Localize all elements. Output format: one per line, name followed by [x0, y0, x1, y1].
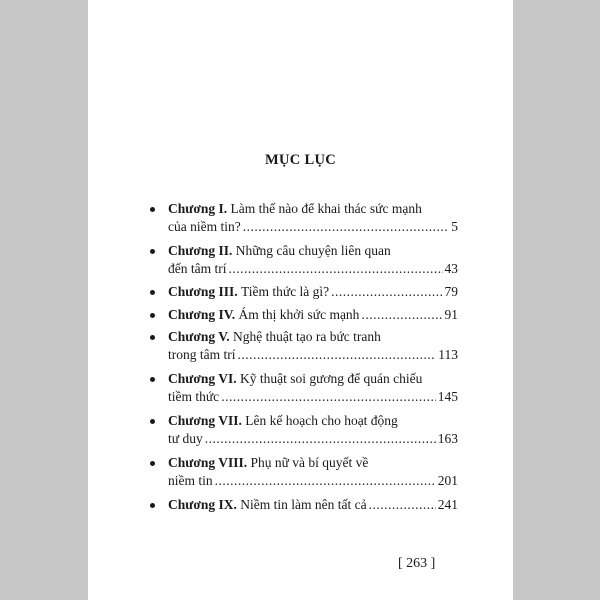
bullet-icon	[150, 503, 155, 508]
toc-entry-6[interactable]	[158, 370, 458, 406]
dot-leader	[361, 306, 442, 324]
page-ref: 163	[437, 431, 458, 446]
bullet-icon	[150, 335, 155, 340]
page-ref: 241	[437, 497, 458, 512]
chapter-label: Chương VII.	[168, 413, 242, 428]
page-ref: 145	[437, 389, 458, 404]
book-page	[88, 0, 513, 600]
page-ref: 43	[444, 261, 458, 276]
toc-entry-2[interactable]	[158, 242, 458, 278]
dot-leader	[215, 472, 436, 490]
dot-leader	[331, 283, 442, 301]
dot-leader	[243, 218, 450, 236]
bullet-icon	[150, 419, 155, 424]
chapter-title-line2: tiềm thức	[168, 389, 220, 404]
chapter-title-line1: Nghệ thuật tạo ra bức tranh	[232, 329, 381, 344]
page-ref: 113	[438, 347, 458, 362]
dot-leader	[369, 496, 436, 514]
chapter-title-line1: Niềm tin làm nên tất cả	[240, 497, 367, 512]
bullet-icon	[150, 207, 155, 212]
chapter-title-line2: niềm tin	[168, 473, 213, 488]
chapter-label: Chương VI.	[168, 371, 237, 386]
dot-leader	[228, 260, 442, 278]
chapter-title-line1: Làm thế nào để khai thác sức mạnh	[230, 201, 422, 216]
chapter-title-line1: Ám thị khởi sức mạnh	[238, 307, 360, 322]
chapter-title-line1: Kỹ thuật soi gương để quán chiếu	[239, 371, 423, 386]
toc-entry-1[interactable]	[158, 200, 458, 236]
page-ref: 5	[451, 219, 458, 234]
chapter-label: Chương VIII.	[168, 455, 248, 470]
bullet-icon	[150, 249, 155, 254]
chapter-label: Chương V.	[168, 329, 230, 344]
bullet-icon	[150, 313, 155, 318]
dot-leader	[205, 430, 436, 448]
chapter-label: Chương II.	[168, 243, 233, 258]
toc-entry-8[interactable]	[158, 454, 458, 490]
chapter-title-line2: đến tâm trí	[168, 261, 227, 276]
chapter-title-line1: Những câu chuyện liên quan	[235, 243, 391, 258]
chapter-label: Chương IX.	[168, 497, 237, 512]
bullet-icon	[150, 461, 155, 466]
bullet-icon	[150, 377, 155, 382]
dot-leader	[238, 346, 437, 364]
chapter-title-line2: trong tâm trí	[168, 347, 236, 362]
chapter-title-line1: Phụ nữ và bí quyết về	[250, 455, 369, 470]
toc-entry-7[interactable]	[158, 412, 458, 448]
toc-entry-3[interactable]	[158, 283, 458, 301]
page-ref: 201	[437, 473, 458, 488]
chapter-title-line1: Lên kế hoạch cho hoạt động	[245, 413, 398, 428]
chapter-title-line2: của niềm tin?	[168, 219, 241, 234]
toc-entry-5[interactable]	[158, 328, 458, 364]
page-title: MỤC LỤC	[265, 152, 336, 168]
bullet-icon	[150, 290, 155, 295]
page-number: [ 263 ]	[398, 556, 436, 571]
chapter-label: Chương I.	[168, 201, 228, 216]
page-ref: 79	[444, 284, 458, 299]
page-ref: 91	[444, 307, 458, 322]
chapter-label: Chương IV.	[168, 307, 236, 322]
chapter-title-line1: Tiềm thức là gì?	[240, 284, 330, 299]
toc-entry-4[interactable]	[158, 306, 458, 324]
dot-leader	[221, 388, 436, 406]
toc-entry-9[interactable]	[158, 496, 458, 514]
chapter-title-line2: tư duy	[168, 431, 203, 446]
chapter-label: Chương III.	[168, 284, 238, 299]
